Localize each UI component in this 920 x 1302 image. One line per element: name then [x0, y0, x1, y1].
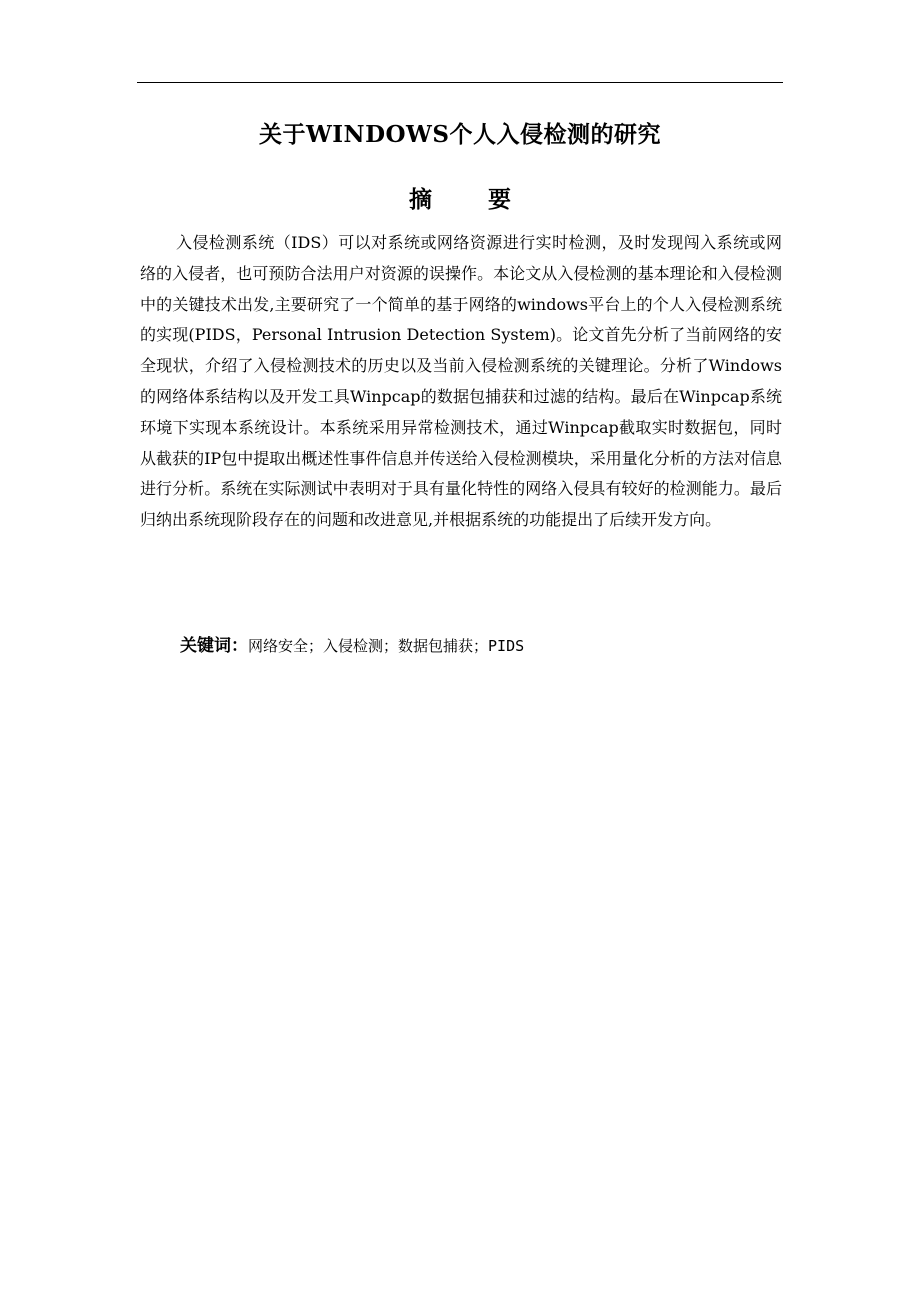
keywords-line [180, 631, 780, 661]
paper-title: 关于WINDOWS个人入侵检测的研究 [258, 121, 662, 148]
keywords-value: 网络安全；入侵检测；数据包捕获；PIDS [248, 637, 525, 655]
keywords-label: 关键词： [180, 636, 248, 656]
header-rule [137, 82, 783, 83]
abstract-heading: 摘要 [409, 186, 567, 213]
abstract-body: 入侵检测系统（IDS）可以对系统或网络资源进行实时检测，及时发现闯入系统或网络的入侵者，也可预防合法用户对资源的误操作。本论文从入侵检测的基本理论和入侵检测中的关键技术出发,主要研究了一个简单的基于网络的windows平台上的个人入侵检测系统的实现(PIDS，Personal Intrusion Detection System)。论文首先分析了当前网络的安全现状，介绍了入侵检测技术的历史以及当前入侵检测系统的关键理论。分析了Windows的网络体系结构以及开发工具Winpcap的数据包捕获和过滤的结构。最后在Winpcap系统环境下实现本系统设计。本系统采用异常检测技术，通过Winpcap截取实时数据包，同时从截获的IP包中提取出概述性事件信息并传送给入侵检测模块，采用量化分析的方法对信息进行分析。系统在实际测试中表明对于具有量化特性的网络入侵具有较好的检测能力。最后归纳出系统现阶段存在的问题和改进意见,并根据系统的功能提出了后续开发方向。 [140, 233, 782, 530]
